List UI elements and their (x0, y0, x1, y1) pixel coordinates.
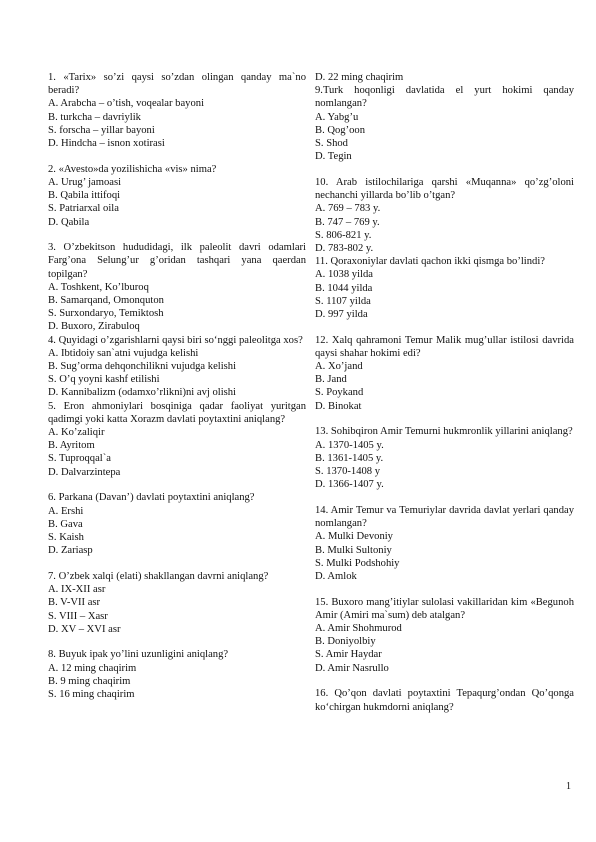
answer-option: A. Xo’jand (315, 361, 363, 373)
answer-option: D. Dalvarzintepa (48, 466, 121, 478)
answer-option: B. Qog’oon (315, 124, 366, 136)
answer-option: B. Qabila ittifoqi (48, 190, 121, 202)
answer-option: B. turkcha – davriylik (48, 111, 141, 123)
question-block (48, 400, 306, 479)
answer-option: S. Patriarxal oila (48, 203, 119, 215)
answer-option: A. 12 ming chaqirim (48, 662, 137, 674)
question-text: 16. Qo’qon davlati poytaxtini Tepaqurg’ondan Qo’qonga ko‘chirgan hukmdorni aniqlang? (315, 688, 574, 713)
answer-option: S. Poykand (315, 387, 364, 399)
question-text: 9.Turk hoqonligi davlatida el yurt hokimi qanday nomlangan? (315, 85, 574, 110)
question-block (48, 570, 306, 636)
question-text: 14. Amir Temur va Temuriylar davrida davlat yerlari qanday nomlangan? (315, 504, 574, 530)
answer-option: S. Amir Haydar (315, 649, 382, 661)
answer-option: A. Ershi (48, 505, 84, 517)
answer-option: D. 22 ming chaqirim (315, 72, 404, 83)
answer-option: A. Ibtidoiy san`atni vujudga kelishi (48, 347, 199, 359)
question-text: 13. Sohibqiron Amir Temurni hukmronlik yillarini aniqlang? (315, 426, 573, 438)
answer-option: D. Zariasp (48, 545, 93, 557)
answer-option: S. O’q yoyni kashf etilishi (48, 374, 160, 386)
question-block (315, 84, 574, 163)
answer-option: B. Gava (48, 518, 83, 530)
question-text: 8. Buyuk ipak yo’lini uzunligini aniqlang? (48, 649, 229, 661)
answer-option: A. Urug’ jamoasi (48, 176, 122, 188)
question-text: 5. Eron ahmoniylari bosqiniga qadar faoliyat yuritgan qadimgi yoki katta Xorazm davlati poytaxtini aniqlang? (48, 400, 306, 425)
answer-option: S. 1107 yilda (315, 295, 371, 307)
question-block (48, 241, 306, 333)
answer-option: D. 1366-1407 y. (315, 479, 384, 491)
question-block (48, 71, 306, 150)
answer-option: A. 769 – 783 y. (315, 203, 381, 215)
question-text: 12. Xalq qahramoni Temur Malik mug’ullar istilosi davrida qaysi shahar hokimi edi? (315, 334, 574, 359)
question-text: 4. Quyidagi o’zgarishlarni qaysi biri so‘nggi paleolitga xos? (48, 334, 303, 346)
left-column (48, 71, 306, 714)
answer-option: D. Amlok (315, 570, 357, 582)
answer-option: B. Mulki Sultoniy (315, 544, 392, 556)
question-text: 10. Arab istilochilariga qarshi «Muqanna» qo’zg’oloni nechanchi yillarda bo’lib o’tgan? (315, 176, 574, 202)
answer-option: D. Tegin (315, 151, 352, 163)
answer-option: D. 783-802 y. (315, 242, 374, 254)
answer-option: D. Binokat (315, 400, 362, 412)
answer-option: B. Samarqand, Omonquton (48, 295, 164, 307)
answer-option: A. Yabg’u (315, 111, 359, 123)
answer-option: B. 747 – 769 y. (315, 216, 380, 228)
answer-option: S. Kaish (48, 532, 84, 543)
answer-option: S. Shod (315, 138, 348, 150)
page-number: 1 (566, 781, 571, 792)
right-column (315, 71, 574, 726)
answer-option: B. V-VII asr (48, 597, 101, 609)
question-text: 6. Parkana (Davan’) davlati poytaxtini aniqlang? (48, 492, 255, 504)
answer-option: D. Qabila (48, 216, 90, 228)
answer-option: B. 1361-1405 y. (315, 452, 384, 464)
answer-option: A. IX-XII asr (48, 584, 106, 596)
question-block (315, 504, 574, 583)
answer-option: S. 1370-1408 y (315, 465, 381, 477)
answer-option: D. 997 yilda (315, 308, 368, 320)
answer-option: B. Ayritom (48, 440, 95, 452)
answer-option: D. Amir Nasrullo (315, 662, 389, 674)
answer-option: S. Surxondaryo, Temiktosh (48, 308, 164, 320)
answer-option: A. 1370-1405 y. (315, 439, 384, 451)
question-text: 7. O’zbek xalqi (elati) shakllangan davrni aniqlang? (48, 570, 269, 582)
question-block (315, 425, 574, 491)
answer-option: A. Ko’zaliqir (48, 427, 105, 439)
answer-option: B. Sug’orma dehqonchilikni vujudga kelishi (48, 361, 237, 373)
question-text: 3. O’zbekitson hududidagi, ilk paleolit davri odamlari Farg’ona Selung’ur g’oridan tashqari yana qaerdan topilgan? (48, 242, 306, 280)
question-block (315, 71, 574, 84)
question-text: 11. Qoraxoniylar davlati qachon ikki qismga bo’lindi? (315, 256, 545, 268)
answer-option: A. 1038 yilda (315, 269, 373, 281)
question-block (48, 163, 306, 229)
question-block (315, 596, 574, 675)
answer-option: A. Mulki Devoniy (315, 531, 393, 543)
answer-option: B. 9 ming chaqirim (48, 675, 131, 687)
question-block (48, 334, 306, 400)
answer-option: S. VIII – Xasr (48, 610, 108, 622)
question-block (315, 334, 574, 413)
question-block (315, 255, 574, 321)
answer-option: D. Hindcha – isnon xotirasi (48, 138, 165, 150)
question-text: 2. «Avesto»da yozilishicha «vis» nima? (48, 163, 217, 175)
answer-option: D. XV – XVI asr (48, 623, 121, 635)
question-text: 1. «Tarix» so’zi qaysi so’zdan olingan qanday ma`no beradi? (48, 72, 306, 97)
question-block (48, 648, 306, 701)
answer-option: A. Amir Shohmurod (315, 623, 402, 635)
answer-option: S. Mulki Podshohiy (315, 557, 400, 569)
answer-option: B. Doniyolbiy (315, 636, 376, 648)
answer-option: B. 1044 yilda (315, 282, 373, 294)
answer-option: S. forscha – yillar bayoni (48, 124, 155, 136)
answer-option: D. Buxoro, Zirabuloq (48, 321, 140, 333)
answer-option: B. Jand (315, 374, 347, 386)
answer-option: A. Arabcha – o’tish, voqealar bayoni (48, 98, 205, 110)
answer-option: S. 806-821 y. (315, 229, 372, 241)
answer-option: S. 16 ming chaqirim (48, 689, 135, 701)
answer-option: A. Toshkent, Ko’lburoq (48, 281, 149, 293)
question-block (315, 176, 574, 255)
question-block (48, 491, 306, 557)
answer-option: D. Kannibalizm (odamxo’rlikni)ni avj olishi (48, 387, 237, 399)
question-text: 15. Buxoro mang’itiylar sulolasi vakillaridan kim «Begunoh Amir (Amiri ma`sum) deb atalgan? (315, 596, 574, 621)
question-block (315, 687, 574, 713)
answer-option: S. Tuproqqal`a (48, 453, 111, 465)
